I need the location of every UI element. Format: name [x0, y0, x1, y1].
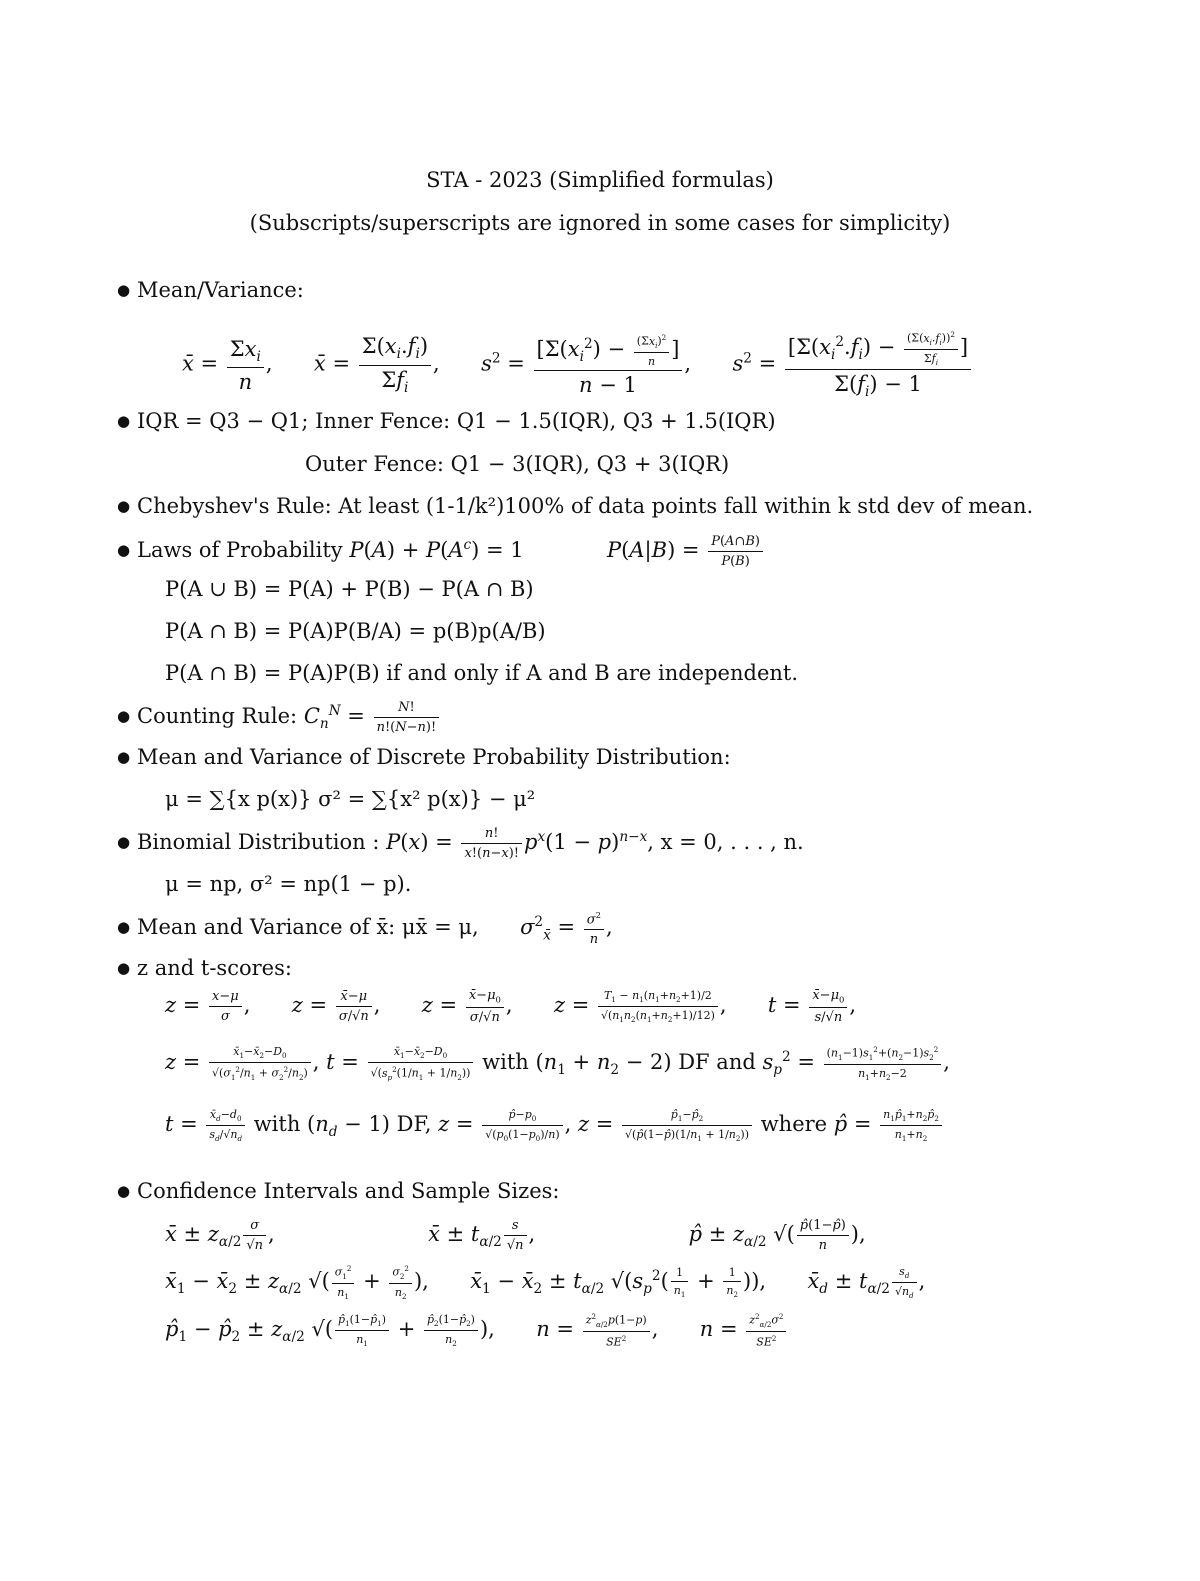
section-iqr: ● IQR = Q3 − Q1; Inner Fence: Q1 − 1.5(IQR), Q3 + 1.5(IQR): [117, 409, 776, 433]
zt-row2: z = $\frac{x̄_1-x̄_2-D_0}{√(\sigma_1^2/n_1 + \sigma_2^2/n_2)}$ , t = $\frac{x̄_1-x̄_2-D_0}{√(s_p^2(1/n_1 + 1/n_2))}$ with $(n_1 + n_2 - 2)$ DF and $s_p^2$ = $\frac{(n_1-1)s_1^2+(n_2-1)s_2^2}{n_1+n_2-2}$ ,: [165, 1045, 950, 1083]
page-title: STA - 2023 (Simplified formulas): [426, 168, 774, 192]
section-mean-variance: ● Mean/Variance:: [117, 278, 304, 302]
section-binomial: ● Binomial Distribution : P(x) = $\frac{n!}{x!(n-x)!}$ $p^x(1 - p)^{n-x}$, x = 0, . . . , n.: [117, 826, 804, 861]
section-discrete: ● Mean and Variance of Discrete Probability Distribution:: [117, 745, 731, 769]
ci-row3: $p̂_1$ − $p̂_2 \pm z_{\alpha/2}$ √( $\frac{p̂_1(1-p̂_1)}{n_1}$ + $\frac{p̂_2(1-p̂_2)}{n_2}$ ), n = $\frac{z^2_{\alpha/2}p(1-p)}{SE^2}$ , n = $\frac{z^2_{\alpha/2}\sigma^2}{SE^2}$: [165, 1312, 788, 1349]
mean-variance-formulas: x̄ = $\frac{\Sigma x_i}{n}$ , x̄ = $\frac{\Sigma(x_i.f_i)}{\Sigma f_i}$ , $s^2$ = [$\Sigma(x_i^2)$ − $\frac{(\Sigma x_i)^2}{n}$ ] n − 1 , $s^2$ = [$\Sigma(x_i^2.f_i)$ − $\frac{(\Sigma(x_i.f_i))^2}{\Sigma f_i}$ ] $\Sigma(f_i) - 1$: [182, 330, 973, 400]
bullet-icon: ●: [117, 707, 131, 725]
section-counting: ● Counting Rule: $C_n^N$ = $\frac{N!}{n!(N-n)!}$: [117, 700, 441, 735]
ci-row1: x̄ ± $z_{\alpha/2}$ $\frac{\sigma}{√n}$ , x̄ ± $t_{\alpha/2}$ $\frac{s}{√n}$ , p̂ ± $z_{\alpha/2}$ √( $\frac{p̂(1-p̂)}{n}$ ),: [165, 1218, 866, 1253]
bullet-icon: ●: [117, 541, 131, 559]
discrete-formula: μ = ∑{x p(x)} σ² = ∑{x² p(x)} − μ²: [165, 787, 536, 811]
section-laws: ● Laws of Probability $P(A) + P(A^c) = 1$ P(A|B) = $\frac{P(A\cap B)}{P(B)}$: [117, 534, 765, 569]
section-chebyshev: ● Chebyshev's Rule: At least (1-1/k²)100% of data points fall within k std dev of mean.: [117, 494, 1034, 518]
bullet-icon: ●: [117, 833, 131, 851]
bullet-icon: ●: [117, 748, 131, 766]
bullet-icon: ●: [117, 1182, 131, 1200]
laws-independent: P(A ∩ B) = P(A)P(B) if and only if A and B are independent.: [165, 661, 799, 685]
bullet-icon: ●: [117, 281, 131, 299]
bullet-icon: ●: [117, 918, 131, 937]
laws-union: P(A ∪ B) = P(A) + P(B) − P(A ∩ B): [165, 577, 534, 601]
outer-fence: Outer Fence: Q1 − 3(IQR), Q3 + 3(IQR): [305, 452, 730, 476]
bullet-icon: ●: [117, 412, 131, 430]
zt-row3: t = $\frac{x̄_d-d_0}{s_d/√n_d}$ with $(n_d - 1)$ DF, z = $\frac{p̂-p_0}{√(p_0(1-p_0)/n)}$ , z = $\frac{p̂_1-p̂_2}{√(p̂(1-p̂)(1/n_1 + 1/n_2))}$ where p̂ = $\frac{n_1p̂_1+n_2p̂_2}{n_1+n_2}$: [165, 1108, 944, 1143]
section-ci: ● Confidence Intervals and Sample Sizes:: [117, 1179, 560, 1203]
ci-row2: $x̄_1$ − $x̄_2 \pm z_{\alpha/2}$ √( $\frac{\sigma_1^2}{n_1}$ + $\frac{\sigma_2^2}{n_2}$ ), $x̄_1$ − $x̄_2 \pm t_{\alpha/2}$ $√(s_p^2$( $\frac{1}{n_1}$ + $\frac{1}{n_2}$ )), $x̄_d \pm t_{\alpha/2}$ $\frac{s_d}{√n_d}$ ,: [165, 1264, 926, 1302]
binomial-mean: μ = np, σ² = np(1 − p).: [165, 872, 412, 896]
zt-row1: z = $\frac{x-\mu}{\sigma}$ , z = $\frac{x̄-\mu}{\sigma/√n}$ , z = $\frac{x̄-\mu_0}{\sigma/√n}$ , z = $\frac{T_1 - n_1(n_1+n_2+1)/2}{√(n_1n_2(n_1+n_2+1)/12)}$ , t = $\frac{x̄-\mu_0}{s/√n}$ ,: [165, 988, 857, 1025]
section-mean-xbar: ● Mean and Variance of x̄: μx̄ = μ, $\sigma^2_{x̄}$ = $\frac{\sigma^2}{n}$ ,: [117, 910, 613, 948]
page-subtitle: (Subscripts/superscripts are ignored in some cases for simplicity): [249, 211, 951, 235]
bullet-icon: ●: [117, 497, 131, 515]
bullet-icon: ●: [117, 959, 131, 977]
laws-intersect: P(A ∩ B) = P(A)P(B/A) = p(B)p(A/B): [165, 619, 546, 643]
section-zt: ● z and t-scores:: [117, 956, 292, 980]
